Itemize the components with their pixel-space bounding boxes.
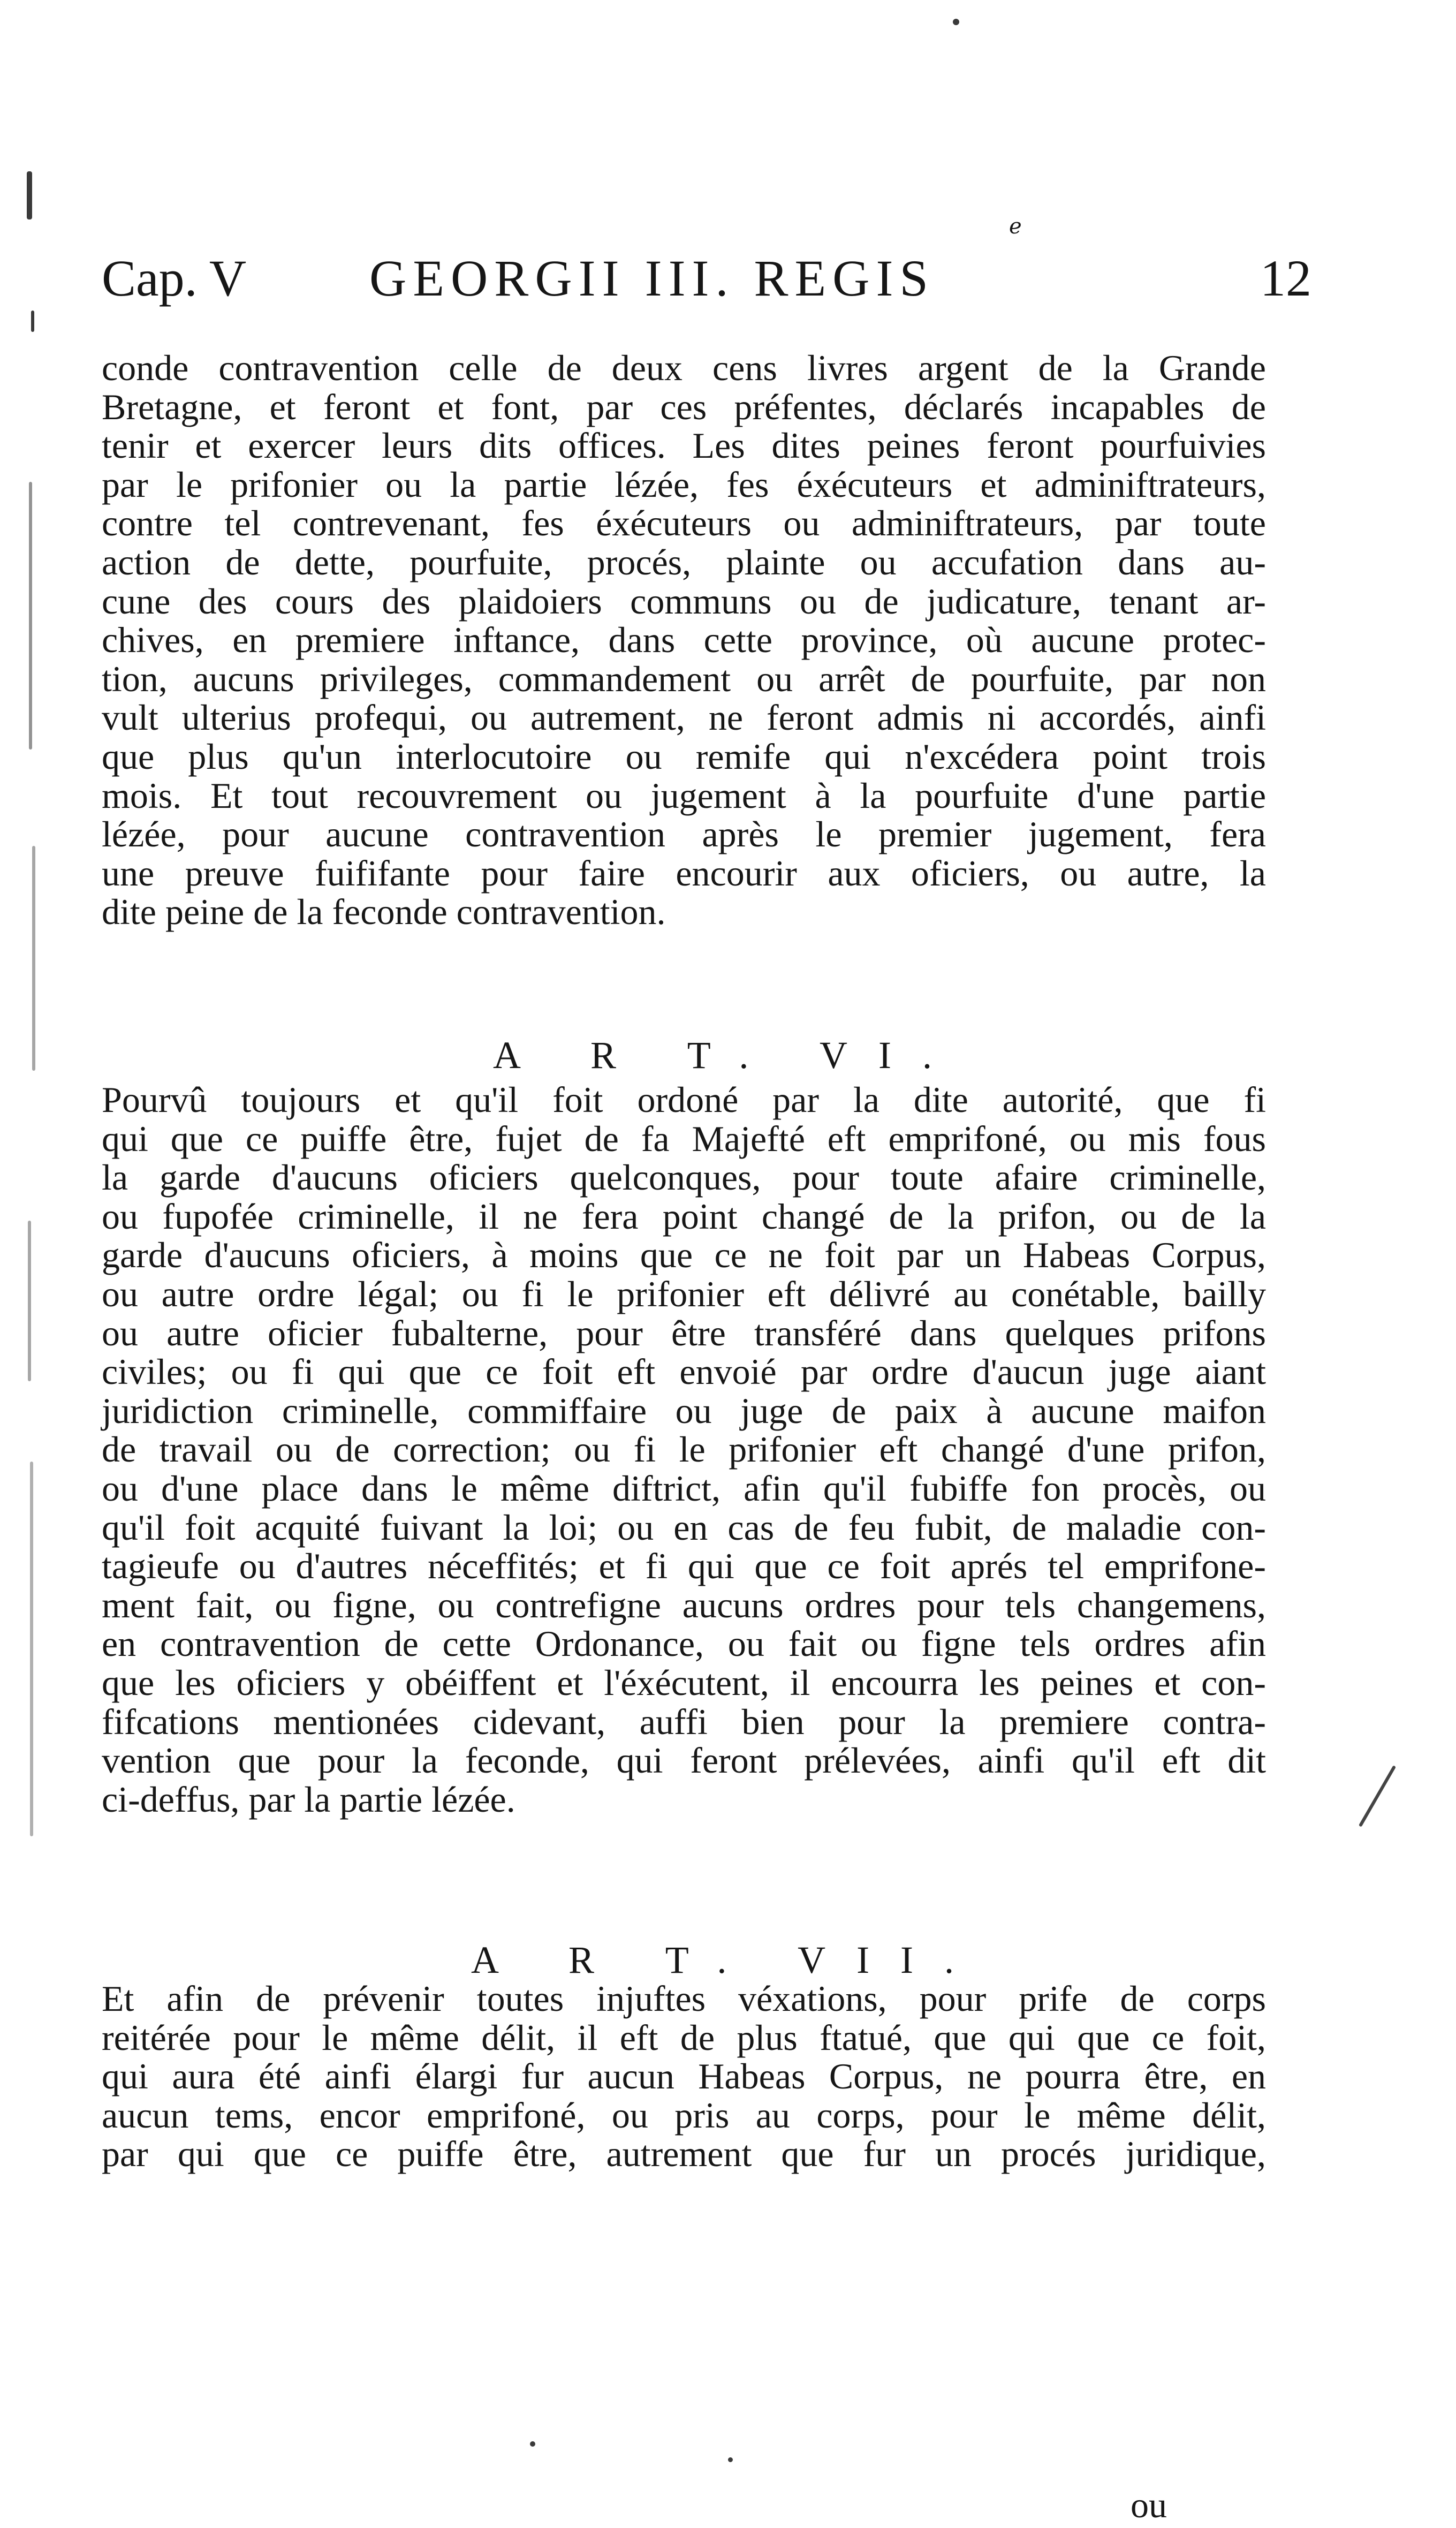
text-line: Bretagne, et feront et font, par ces préfentes, déclarés incapables de [102, 386, 1266, 427]
ink-speck [953, 19, 959, 25]
article-6-heading: A R T. VI. [492, 1034, 964, 1077]
catchword: ou [1131, 2485, 1167, 2525]
text-line: vention que pour la feconde, qui feront prélevées, ainfi qu'il eft dit [102, 1740, 1266, 1781]
page-number: 12 [1260, 249, 1311, 307]
article-7-heading: A R T. VII. [471, 1939, 985, 1981]
text-line: ci-deffus, par la partie lézée. [102, 1778, 515, 1820]
text-line: ou fupofée criminelle, il ne fera point changé de la prifon, ou de la [102, 1195, 1266, 1237]
text-line: aucun tems, encor emprifoné, ou pris au corps, pour le même délit, [102, 2094, 1266, 2136]
text-line: que plus qu'un interlocutoire ou remife qui n'excédera point trois [102, 736, 1266, 777]
text-line: par qui que ce puiffe être, autrement que fur un procés juridique, [102, 2133, 1266, 2175]
text-line: fifcations mentionées cidevant, auffi bien pour la premiere contra- [102, 1701, 1266, 1742]
continuation-paragraph [102, 349, 1266, 932]
header-title: GEORGII III. REGIS [369, 249, 935, 307]
text-line: qu'il foit acquité fuivant la loi; ou en cas de feu fubit, de maladie con- [102, 1507, 1266, 1548]
text-line: dite peine de la feconde contravention. [102, 891, 666, 933]
chapter-label: Cap. V [102, 249, 247, 307]
text-line: conde contravention celle de deux cens livres argent de la Grande [102, 347, 1266, 388]
text-line: que les oficiers y obéiffent et l'éxécutent, il encourra les peines et con- [102, 1662, 1266, 1703]
text-line: une preuve fuififante pour faire encourir aux oficiers, ou autre, la [102, 852, 1266, 894]
text-line: ou d'une place dans le même diftrict, afin qu'il fubiffe fon procès, ou [102, 1467, 1266, 1509]
ink-speck [530, 2441, 535, 2447]
text-line: mois. Et tout recouvrement ou jugement à la pourfuite d'une partie [102, 775, 1266, 816]
text-line: tion, aucuns privileges, commandement ou arrêt de pourfuite, par non [102, 658, 1266, 699]
pencil-mark [1359, 1765, 1396, 1827]
text-line: par le prifonier ou la partie lézée, fes éxécuteurs et adminiftrateurs, [102, 464, 1266, 505]
text-line: tagieufe ou d'autres néceffités; et fi qui que ce foit aprés tel emprifone- [102, 1546, 1266, 1587]
text-line: Et afin de prévenir toutes injuftes véxations, pour prife de corps [102, 1978, 1266, 2019]
text-line: ou autre ordre légal; ou fi le prifonier eft délivré au conétable, bailly [102, 1273, 1266, 1314]
text-line: chives, en premiere inftance, dans cette province, où aucune protec- [102, 619, 1266, 661]
running-header [102, 244, 1311, 313]
text-line: tenir et exercer leurs dits offices. Les dites peines feront pourfuivies [102, 425, 1266, 466]
text-line: lézée, pour aucune contravention après le premier jugement, fera [102, 814, 1266, 855]
text-line: garde d'aucuns oficiers, à moins que ce ne foit par un Habeas Corpus, [102, 1235, 1266, 1276]
ink-speck [728, 2457, 733, 2462]
signature-mark: e [1009, 214, 1022, 239]
article-7-paragraph [102, 1979, 1266, 2174]
article-6-paragraph [102, 1080, 1266, 1819]
text-line: contre tel contrevenant, fes éxécuteurs ou adminiftrateurs, par toute [102, 503, 1266, 544]
text-line: reitérée pour le même délit, il eft de plus ftatué, que qui que ce foit, [102, 2017, 1266, 2058]
text-line: action de dette, pourfuite, procés, plainte ou accufation dans au- [102, 541, 1266, 582]
text-line: de travail ou de correction; ou fi le prifonier eft changé d'une prifon, [102, 1429, 1266, 1470]
text-line: Pourvû toujours et qu'il foit ordoné par la dite autorité, que fi [102, 1079, 1266, 1120]
text-line: qui aura été ainfi élargi fur aucun Habeas Corpus, ne pourra être, en [102, 2056, 1266, 2097]
text-line: vult ulterius profequi, ou autrement, ne feront admis ni accordés, ainfi [102, 697, 1266, 738]
text-line: en contravention de cette Ordonance, ou fait ou figne tels ordres afin [102, 1623, 1266, 1664]
text-line: ment fait, ou figne, ou contrefigne aucuns ordres pour tels changemens, [102, 1584, 1266, 1625]
text-line: civiles; ou fi qui que ce foit eft envoié par ordre d'aucun juge aiant [102, 1351, 1266, 1392]
text-line: ou autre oficier fubalterne, pour être transféré dans quelques prifons [102, 1312, 1266, 1353]
text-line: juridiction criminelle, commiffaire ou juge de paix à aucune maifon [102, 1390, 1266, 1431]
text-line: cune des cours des plaidoiers communs ou de judicature, tenant ar- [102, 580, 1266, 622]
text-line: la garde d'aucuns oficiers quelconques, pour toute afaire criminelle, [102, 1157, 1266, 1198]
text-line: qui que ce puiffe être, fujet de fa Majefté eft emprifoné, ou mis fous [102, 1118, 1266, 1159]
